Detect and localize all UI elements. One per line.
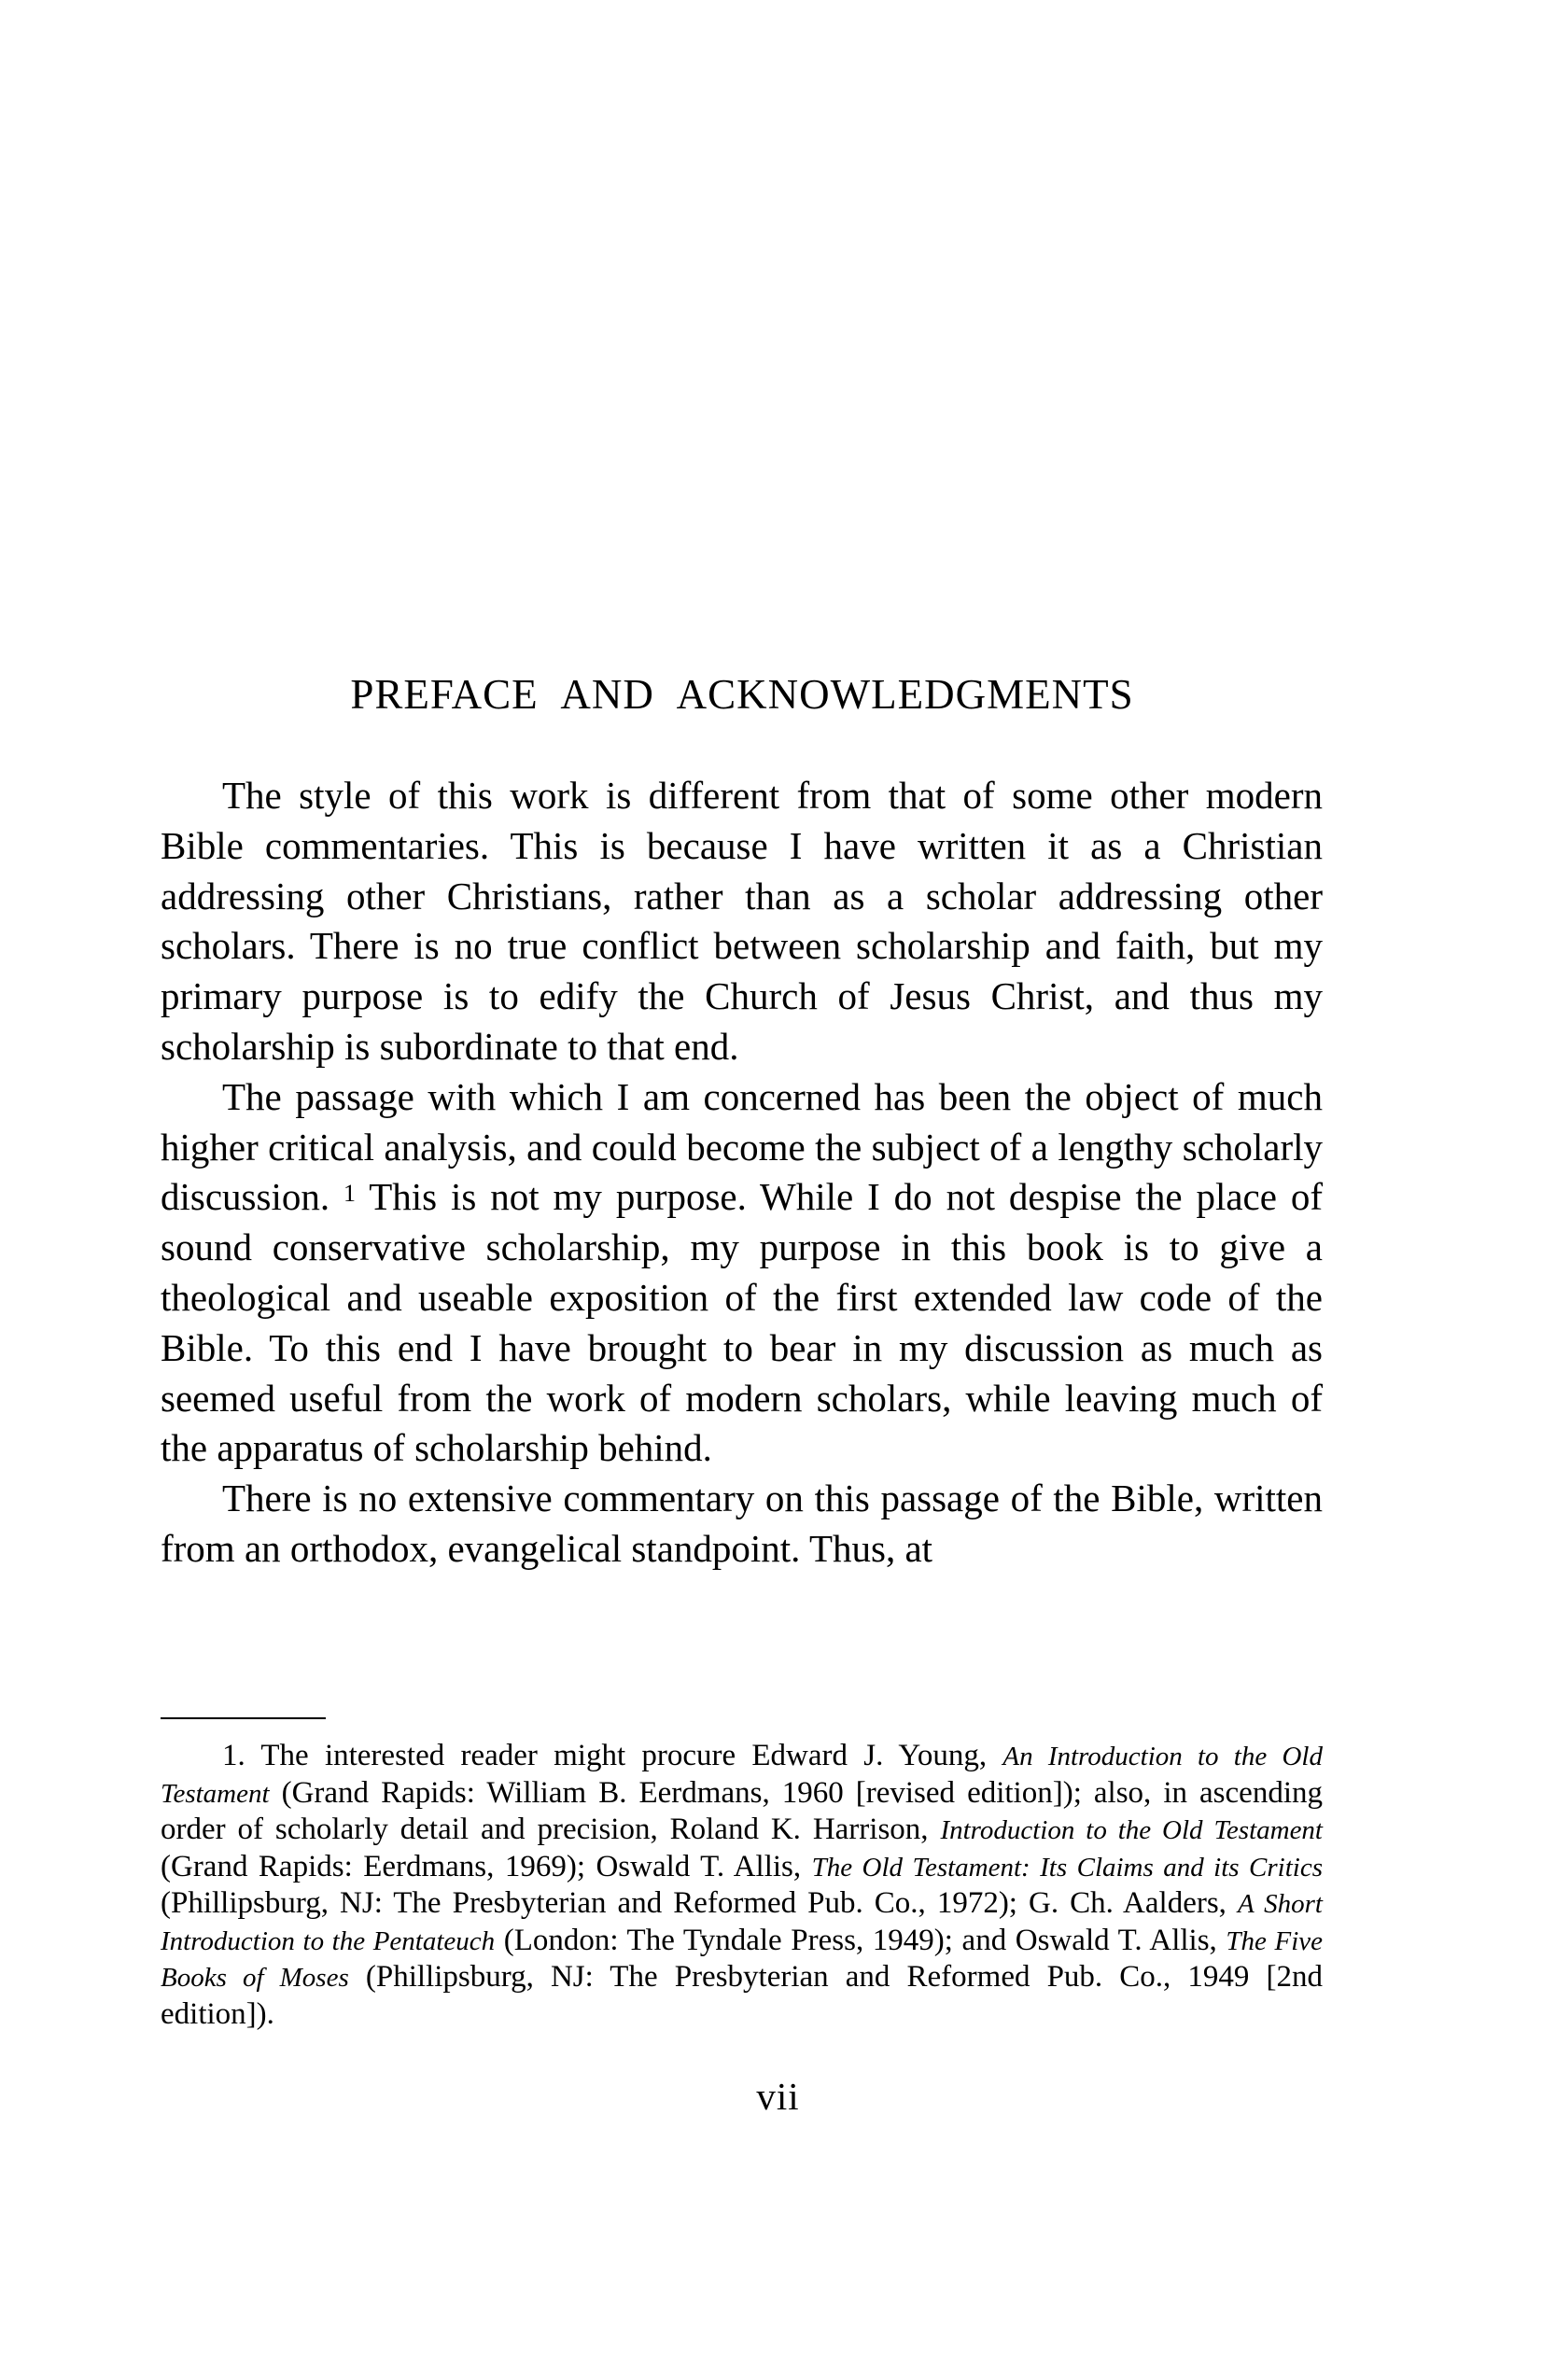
footnote-text: (Phillipsburg, NJ: The Presbyterian and Reformed Pub. Co., 1972); G. Ch. Aalders, [161, 1886, 1238, 1920]
body-text [161, 771, 1323, 1575]
paragraph-3: There is no extensive commentary on this passage of the Bible, written from an orthodox, evangelical standpoint. Thus, at [161, 1477, 1323, 1570]
footnote-book-title: Introduction to the Old Testament [940, 1815, 1323, 1845]
footnote-text: (Grand Rapids: Eerdmans, 1969); Oswald T. Allis, [161, 1849, 812, 1883]
footnote-book-title: A Short Introduction to the Pentateuch [161, 1889, 1323, 1956]
page-number: vii [756, 2075, 800, 2118]
paragraph-2-text-b: This is not my purpose. While I do not despise the place of sound conservative scholarship, my purpose in this book is to give a theological and useable exposition of the first extended law code of the Bible. To this end I have brought to bear in my discussion as much as seemed useful from the work of modern scholars, while leaving much of the apparatus of scholarship behind. [161, 1175, 1324, 1470]
page-heading: PREFACE AND ACKNOWLEDGMENTS [350, 671, 1134, 718]
footnote-1 [161, 1738, 1323, 2032]
paragraph-1: The style of this work is different from that of some other modern Bible commentaries. This is because I have written it as a Christian addressing other Christians, rather than as a scholar addressing other scholars. There is no true conflict between scholarship and faith, but my primary purpose is to edify the Church of Jesus Christ, and thus my scholarship is subordinate to that end. [161, 774, 1323, 1068]
footnote-divider [161, 1717, 326, 1719]
footnote-book-title: The Old Testament: Its Claims and its Critics [811, 1852, 1323, 1883]
footnote-text: (Grand Rapids: William B. Eerdmans, 1960 [revised edition]); also, in ascending order of scholarly detail and precision, Roland K. Harrison, [161, 1775, 1323, 1846]
paragraph-2-text-a: The passage with which I am concerned has been the object of much higher critical analysis, and could become the subject of a lengthy scholarly discussion. [161, 1074, 1323, 1219]
paragraph-2 [161, 1072, 1323, 1474]
footnote-book-title: The Five Books of Moses [161, 1925, 1324, 1993]
footnote-text: 1. The interested reader might procure Edward J. Young, [222, 1739, 1003, 1772]
footnote-book-title: An Introduction to the Old Testament [161, 1742, 1323, 1809]
footnote-reference: 1 [343, 1180, 357, 1208]
footnote-text: (London: The Tyndale Press, 1949); and Oswald T. Allis, [495, 1923, 1227, 1957]
footnote-text: (Phillipsburg, NJ: The Presbyterian and Reformed Pub. Co., 1949 [2nd edition]). [161, 1960, 1323, 2031]
